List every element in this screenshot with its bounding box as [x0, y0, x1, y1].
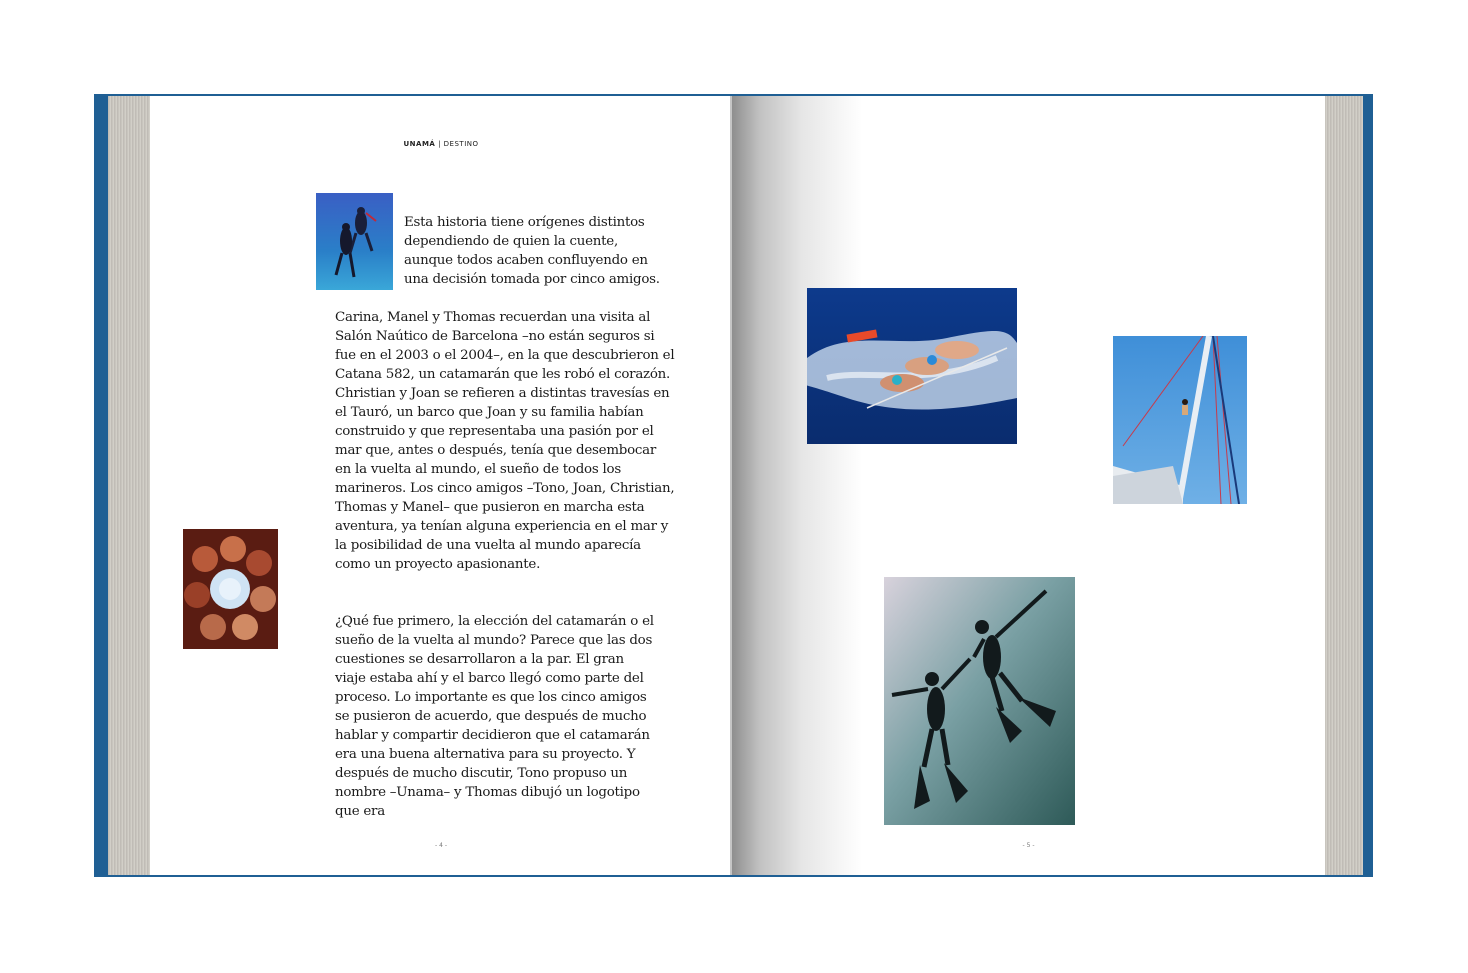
- photo-mast-climber: [1113, 336, 1247, 504]
- page-number-left: - 4 -: [435, 842, 447, 849]
- photo-group-circle: [183, 529, 278, 649]
- page-number-right: - 5 -: [1022, 842, 1035, 849]
- running-head-separator: |: [435, 140, 444, 148]
- right-page: [732, 96, 1325, 875]
- page-edges-right: [1321, 96, 1363, 875]
- running-head-brand: UNAMÁ: [403, 140, 436, 148]
- photo-swimmers-towline: [807, 288, 1017, 444]
- left-page: [150, 96, 732, 875]
- paragraph-1-continued: Carina, Manel y Thomas recuerdan una visita al Salón Naútico de Barcelona –no están seguros si fue en el 2003 o el 2004–, en la que descubrieron el Catana 582, un catamarán que les robó el corazón. Christian y Joan se refieren a distintas travesías en el Tauró, un barco que Joan y su familia habían construido y que representaba una pasión por el mar que, antes o después, tenía que desembocar en la vuelta al mundo, el sueño de todos los marineros. Los cinco amigos –Tono, Joan, Christian, Thomas y Manel– que pusieron en marcha esta aventura, ya tenían alguna experiencia en el mar y la posibilidad de una vuelta al mundo aparecía como un proyecto apasionante.: [335, 310, 675, 572]
- running-head-section: DESTINO: [443, 140, 479, 148]
- photo-snorkelers-underwater: [884, 577, 1075, 825]
- photo-divers-underwater: [316, 193, 393, 290]
- open-book: [94, 94, 1373, 877]
- paragraph-2: ¿Qué fue primero, la elección del catamarán o el sueño de la vuelta al mundo? Parece que las dos cuestiones se desarrollaron a la par. El gran viaje estaba ahí y el barco llegó como parte del proceso. Lo importante es que los cinco amigos se pusieron de acuerdo, que después de mucho hablar y compartir decidieron que el catamarán era una buena alternativa para su proyecto. Y después de mucho discutir, Tono propuso un nombre –Unama– y Thomas dibujó un logotipo que era: [335, 614, 654, 819]
- paragraph-1-wrapped: Esta historia tiene orígenes distintos dependiendo de quien la cuente, aunque todos acaben confluyendo en una decisión tomada por cinco amigos.: [404, 215, 660, 287]
- page-edges-left: [108, 96, 150, 875]
- running-head: [150, 140, 732, 148]
